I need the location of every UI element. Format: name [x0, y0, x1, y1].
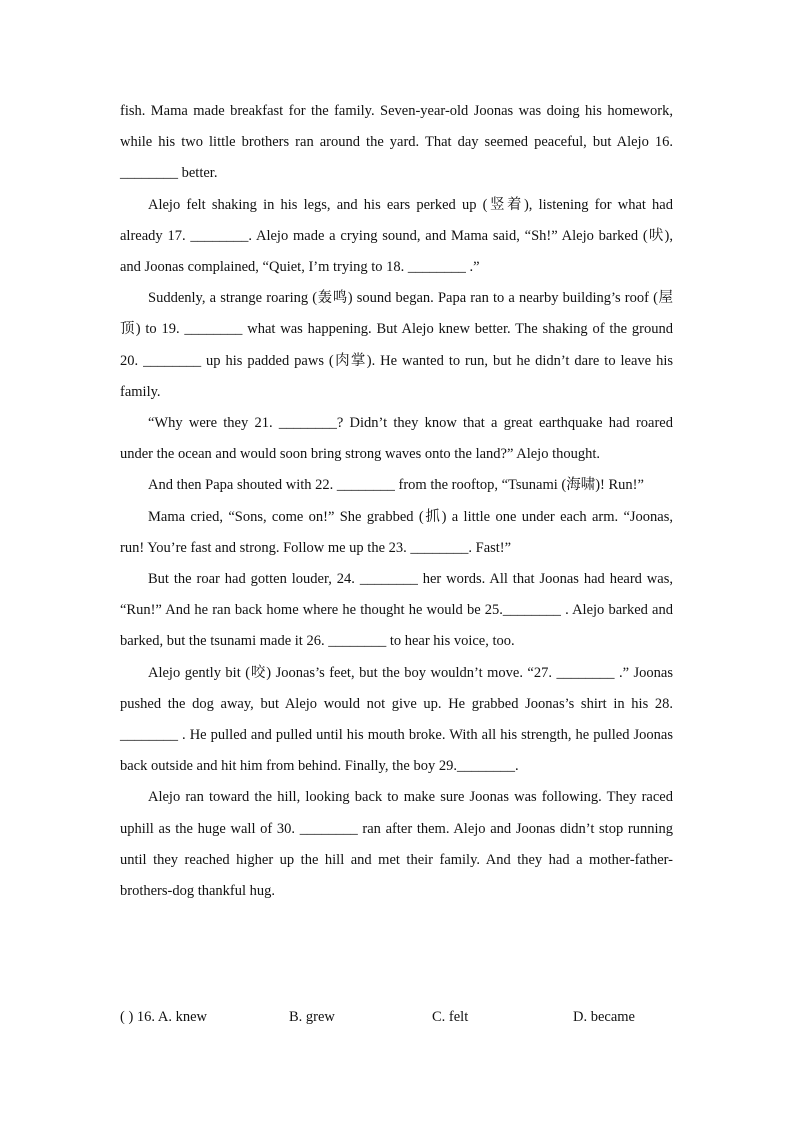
passage-paragraph-4: “Why were they 21. ________? Didn’t they know that a great earthquake had roared under the ocean and would soon bring strong waves onto the land?” Alejo thought.: [120, 415, 673, 463]
passage-paragraph-2: Alejo felt shaking in his legs, and his ears perked up (竖着), listening for what had already 17. ________. Alejo made a crying sound, and Mama said, “Sh!” Alejo barked (吠), and Joonas complained, “Quiet, I’m trying to 18. ________ .”: [120, 196, 673, 276]
passage-paragraph-8: Alejo gently bit (咬) Joonas’s feet, but the boy wouldn’t move. “27. ________ .” Joonas pushed the dog away, but Alejo would not give up. He grabbed Joonas’s shirt in his 28. ________ . He pulled and pulled until his mouth broke. With all his strength, he pulled Joonas back outside and hit him from behind. Finally, the boy 29.________.: [120, 664, 673, 775]
passage-paragraph-1: fish. Mama made breakfast for the family. Seven-year-old Joonas was doing his homework, while his two little brothers ran around the yard. That day seemed peaceful, but Alejo 16. ________ better.: [120, 103, 673, 182]
option-a: ( ) 16. A. knew: [120, 1009, 207, 1025]
question-16-options: [120, 1002, 680, 1033]
passage-paragraph-5: And then Papa shouted with 22. ________ from the rooftop, “Tsunami (海啸)! Run!”: [148, 477, 644, 494]
passage-paragraph-9: Alejo ran toward the hill, looking back to make sure Joonas was following. They raced uphill as the huge wall of 30. ________ ran after them. Alejo and Joonas didn’t stop running until they reached higher up the hill and met their family. And they had a mother-father-brothers-dog thankful hug.: [120, 789, 673, 900]
option-b: B. grew: [289, 1009, 335, 1025]
passage-paragraph-3: Suddenly, a strange roaring (轰鸣) sound began. Papa ran to a nearby building’s roof (屋顶) to 19. ________ what was happening. But Alejo knew better. The shaking of the ground 20. ________ up his padded paws (肉掌). He wanted to run, but he didn’t dare to leave his family.: [120, 290, 673, 400]
passage: [120, 96, 673, 907]
passage-paragraph-7: But the roar had gotten louder, 24. ________ her words. All that Joonas had heard was, “Run!” And he ran back home where he thought he would be 25.________ . Alejo barked and barked, but the tsunami made it 26. ________ to hear his voice, too.: [120, 571, 673, 650]
passage-paragraph-6: Mama cried, “Sons, come on!” She grabbed (抓) a little one under each arm. “Joonas, run! You’re fast and strong. Follow me up the 23. ________. Fast!”: [120, 508, 673, 556]
option-d: D. became: [573, 1009, 635, 1025]
option-c: C. felt: [432, 1009, 469, 1025]
